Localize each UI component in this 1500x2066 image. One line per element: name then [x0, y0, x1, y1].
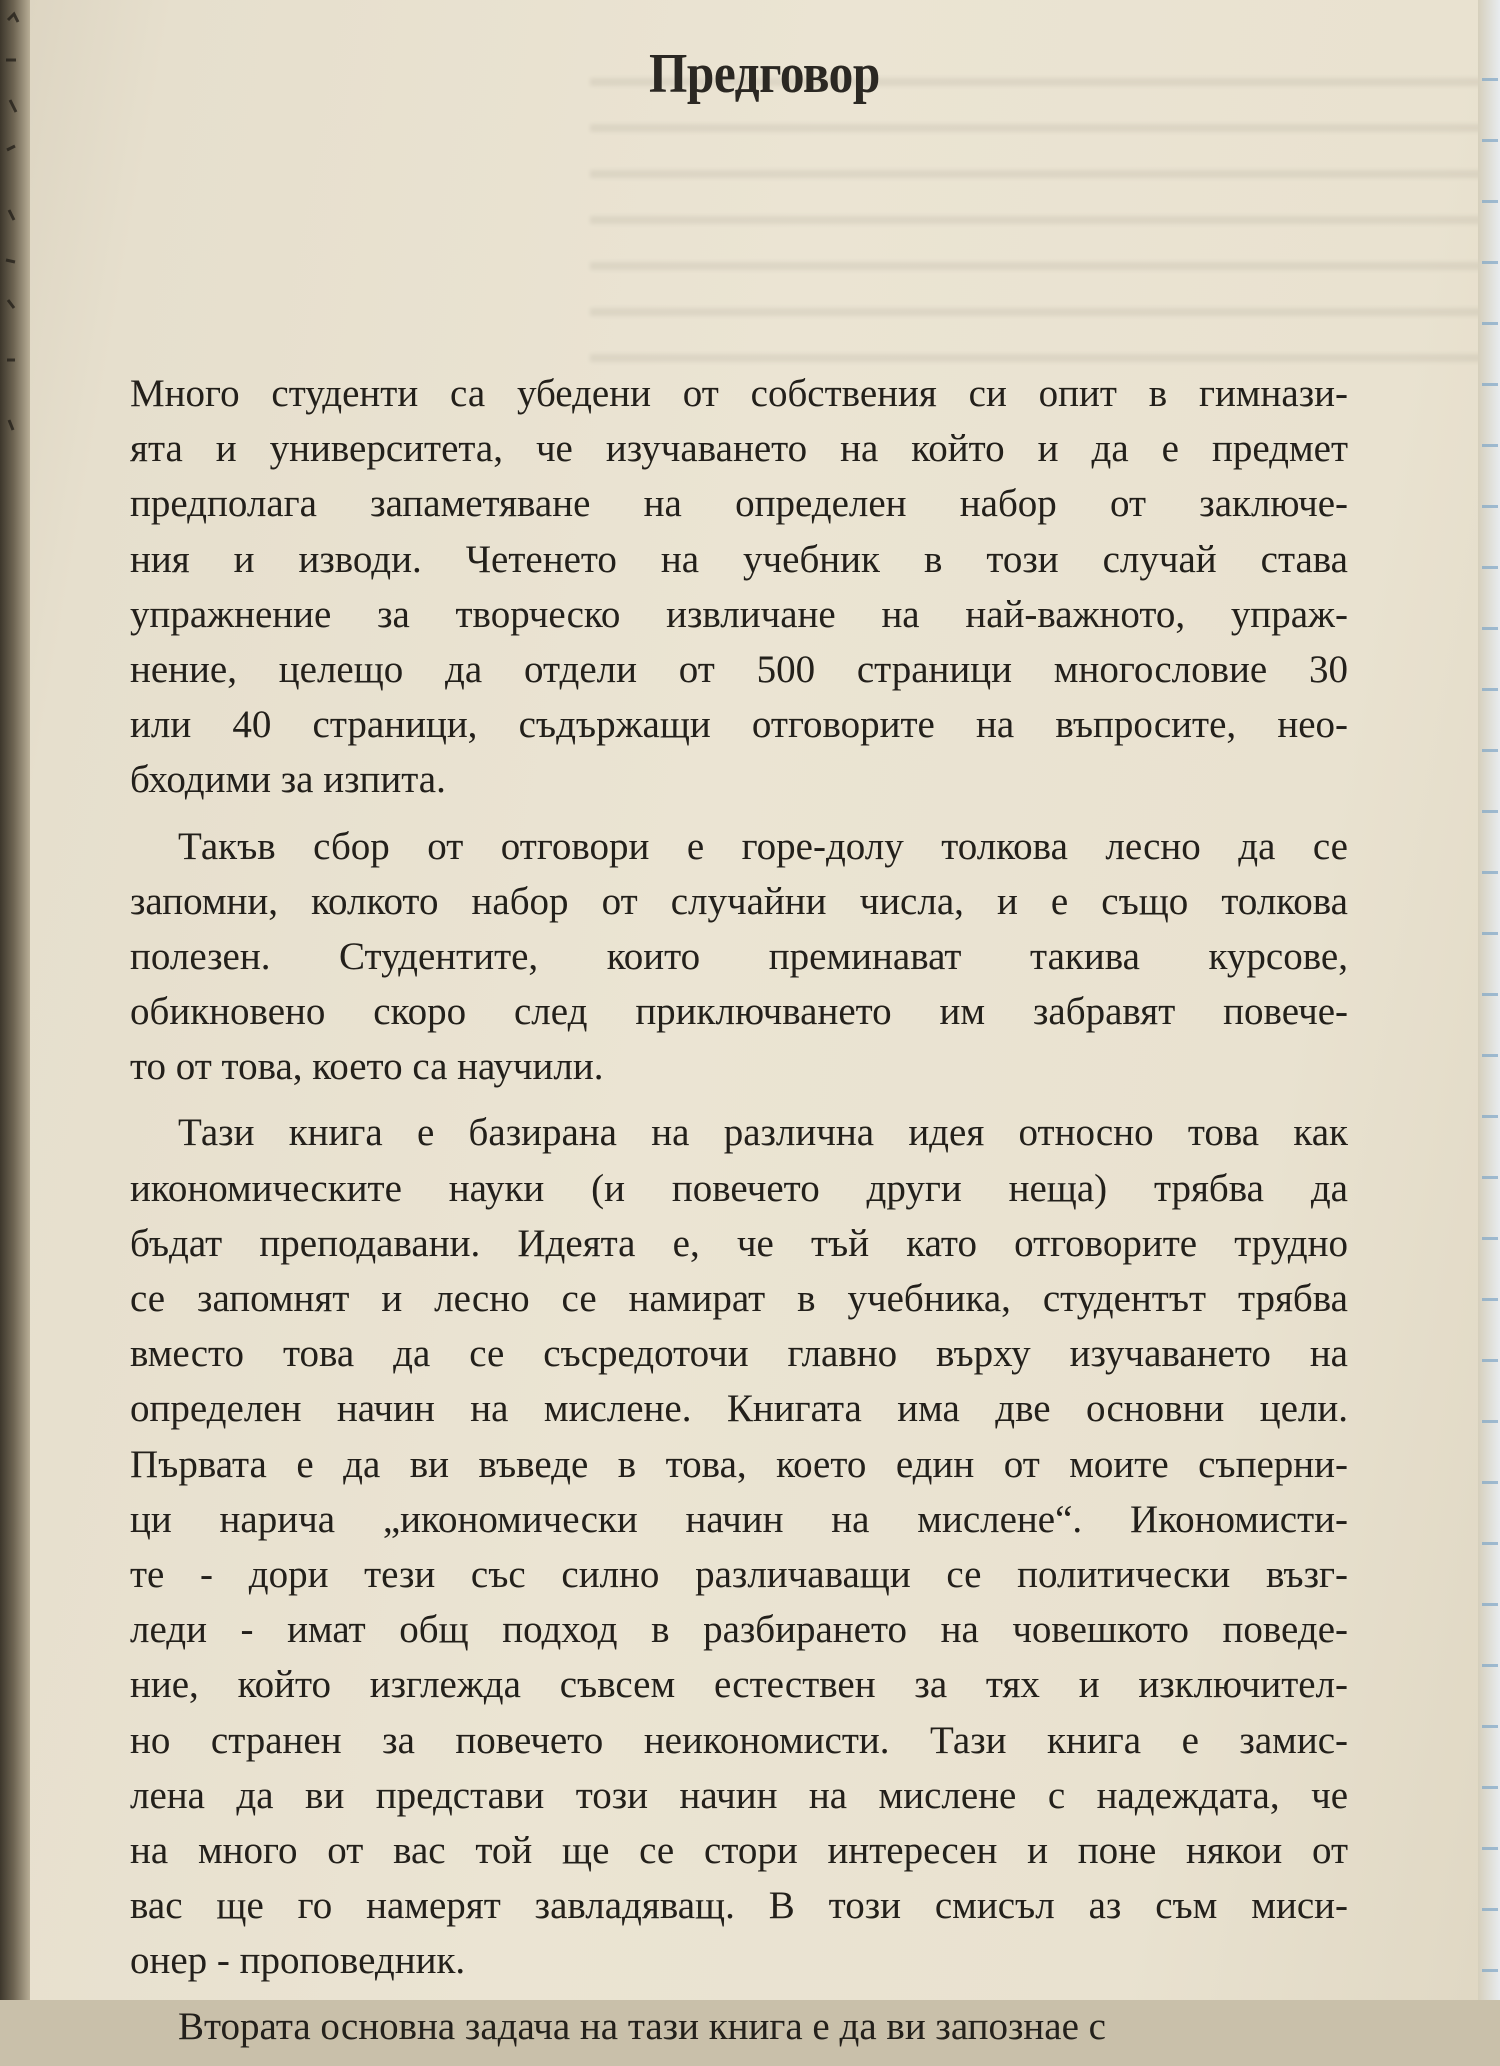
text-line: Такъв сбор от отговори е горе-долу толкова лесно да се: [178, 824, 1348, 868]
text-line: на много от вас той ще се стори интересен и поне някои от: [130, 1828, 1348, 1872]
paragraph-4: [130, 1999, 1348, 2054]
text-line: бходими за изпита.: [130, 758, 446, 802]
text-line: ния и изводи. Четенето на учебник в този случай става: [130, 537, 1348, 581]
text-line: запомни, колкото набор от случайни числа, и е също толкова: [130, 879, 1348, 923]
text-line: онер - проповедник.: [130, 1939, 466, 1983]
left-page-fragment: [2, 0, 24, 520]
ruled-lines-fragment: [1482, 20, 1498, 2000]
paragraph-2: [130, 819, 1348, 1095]
text-line: вместо това да се съсредоточи главно върху изучаването на: [130, 1332, 1348, 1376]
page-title: Предговор: [649, 43, 880, 105]
text-line: ята и университета, че изучаването на който и да е предмет: [130, 427, 1348, 471]
text-line: нение, целещо да отдели от 500 страници многословие 30: [130, 647, 1348, 691]
book-page: [30, 0, 1478, 2049]
text-line: но странен за повечето неикономисти. Тази книга е замис-: [130, 1718, 1348, 1762]
text-line: обикновено скоро след приключването им забравят повече-: [130, 990, 1348, 1034]
text-line: определен начин на мислене. Книгата има две основни цели.: [130, 1387, 1348, 1431]
text-line: Тази книга е базирана на различна идея относно това как: [178, 1111, 1348, 1155]
text-line: Втората основна задача на тази книга е да ви запознае с: [178, 2005, 1106, 2049]
text-line: ци нарича „икономически начин на мислене“. Икономисти-: [130, 1497, 1348, 1541]
text-line: икономическите науки (и повечето други неща) трябва да: [130, 1166, 1348, 1210]
text-line: те - дори тези със силно различаващи се политически възг-: [130, 1552, 1348, 1596]
paragraph-1: [130, 366, 1348, 808]
text-line: се запомнят и лесно се намират в учебника, студентът трябва: [130, 1277, 1348, 1320]
text-line: или 40 страници, съдържащи отговорите на въпросите, нео-: [130, 703, 1348, 747]
adjacent-sheet-edge: [1478, 0, 1500, 2000]
text-line: леди - имат общ подход в разбирането на човешкото поведе-: [130, 1608, 1348, 1652]
text-line: вас ще го намерят завладяващ. В този смисъл аз съм миси-: [130, 1884, 1348, 1928]
body-text: [130, 366, 1348, 2066]
paragraph-3: [130, 1105, 1348, 1988]
text-line: упражнение за творческо извличане на най-важното, упраж-: [130, 592, 1348, 636]
text-line: предполага запаметяване на определен набор от заключе-: [130, 482, 1348, 526]
text-line: бъдат преподавани. Идеята е, че тъй като отговорите трудно: [130, 1221, 1348, 1265]
text-line: лена да ви представи този начин на мислене с надеждата, че: [130, 1773, 1348, 1817]
book-spine: [0, 0, 30, 2000]
text-line: ние, който изглежда съвсем естествен за тях и изключител-: [130, 1663, 1348, 1707]
text-line: полезен. Студентите, които преминават такива курсове,: [130, 934, 1348, 978]
text-line: то от това, което са научили.: [130, 1045, 604, 1089]
text-line: Първата е да ви въведе в това, което един от моите съперни-: [130, 1442, 1348, 1486]
text-line: Много студенти са убедени от собствения си опит в гимнази-: [130, 372, 1348, 415]
